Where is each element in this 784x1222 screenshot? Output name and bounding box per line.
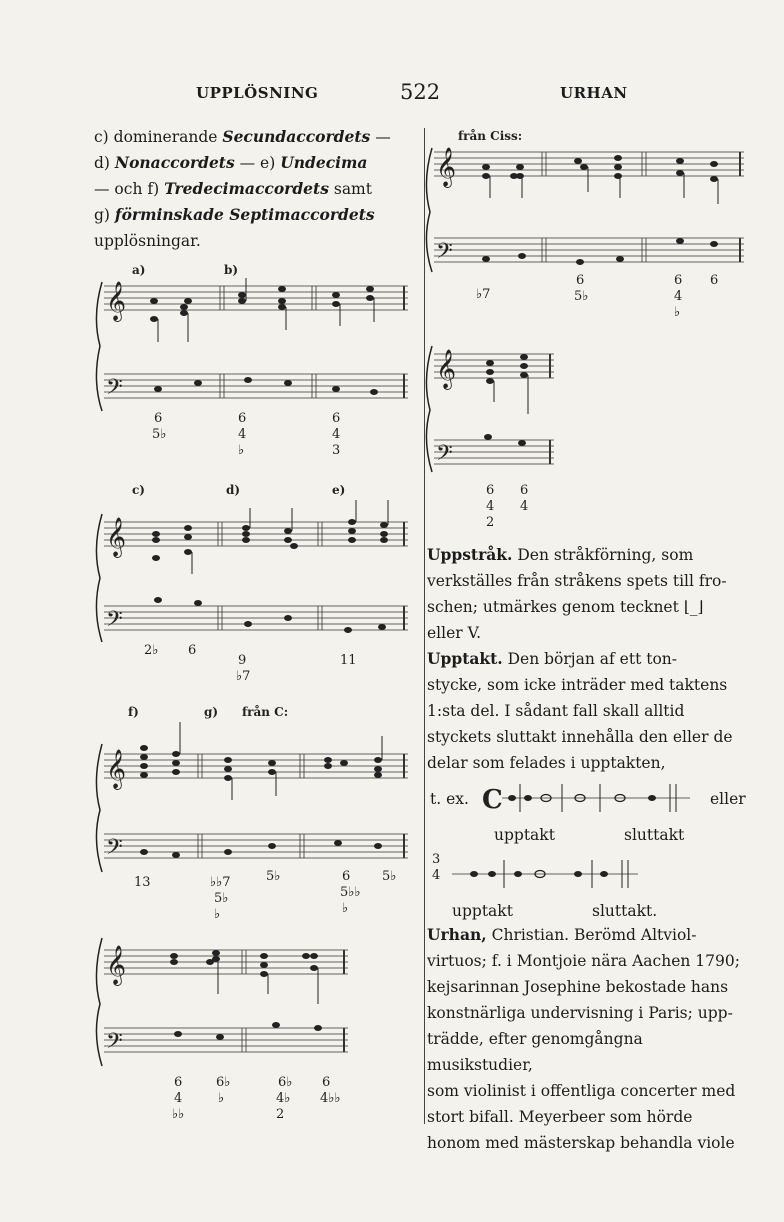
system-brace: [96, 744, 102, 872]
label-upptakt-2: upptakt: [452, 902, 513, 920]
left-line-1: c) dominerande Secundaccordets —: [94, 127, 391, 146]
bass-clef-icon: 𝄢: [106, 607, 123, 637]
entry-uppstrak: Uppstråk. Den stråkförning, som verkställes från stråkens spets till fro- schen; utmärkes genom tecknet ⌊_⌋ eller V.: [427, 545, 727, 642]
svg-text:6: 6: [486, 483, 495, 498]
music-example-g-continued: [92, 924, 418, 1134]
figured-bass-4: [172, 1075, 341, 1122]
example-tex: t. ex.: [430, 790, 469, 808]
treble-clef-icon: 𝄞: [106, 945, 127, 985]
svg-text:♭: ♭: [342, 901, 349, 916]
svg-text:6: 6: [332, 411, 341, 426]
bass-staff: [104, 1028, 348, 1052]
svg-text:5♭♭: 5♭♭: [340, 885, 361, 900]
left-line-5: upplösningar.: [94, 232, 201, 250]
figured-bass-3: [134, 869, 396, 920]
label-sluttakt: sluttakt: [624, 826, 685, 844]
figured-bass-2: [144, 643, 357, 684]
label-sluttakt-2: sluttakt.: [592, 902, 658, 920]
treble-staff: [104, 522, 408, 546]
chord-notes: [486, 354, 528, 384]
svg-text:6♭: 6♭: [216, 1075, 231, 1090]
left-line-4: g) förminskade Septimaccordets: [94, 205, 375, 224]
bass-clef-icon: 𝄢: [436, 441, 453, 471]
svg-text:2♭: 2♭: [144, 643, 159, 658]
bass-notes: [174, 1022, 322, 1040]
bass-clef-icon: 𝄢: [436, 239, 453, 269]
bass-clef-icon: 𝄢: [106, 1029, 123, 1059]
svg-text:4: 4: [238, 427, 247, 442]
bass-staff: [104, 834, 408, 858]
svg-text:♭7: ♭7: [476, 287, 491, 302]
system-brace: [96, 282, 102, 411]
svg-text:6: 6: [188, 643, 197, 658]
label-e: e): [332, 483, 346, 497]
bass-staff: [104, 374, 408, 398]
svg-text:♭: ♭: [218, 1091, 225, 1106]
system-brace: [426, 148, 432, 272]
bass-clef-icon: 𝄢: [106, 375, 123, 405]
entry-upptakt: Upptakt. Den början af ett ton- stycke, som icke inträder med taktens 1:sta del. I sådant fall skall alltid styckets sluttakt innehålla den eller de delar som felades i upptakten,: [427, 649, 733, 772]
svg-text:6: 6: [674, 273, 683, 288]
bass-notes: [154, 597, 386, 633]
svg-text:2: 2: [486, 515, 495, 530]
system-brace: [96, 938, 102, 1066]
rhythm-example-common-time: [480, 776, 700, 820]
svg-text:4: 4: [332, 427, 341, 442]
treble-staff: [104, 754, 408, 778]
music-example-fran-ciss: [424, 122, 764, 334]
svg-text:6: 6: [520, 483, 529, 498]
svg-text:♭: ♭: [214, 907, 221, 920]
label-upptakt: upptakt: [494, 826, 555, 844]
time-signature: 3 4: [432, 852, 441, 883]
svg-text:4: 4: [520, 499, 529, 514]
svg-text:4: 4: [174, 1091, 183, 1106]
svg-text:6: 6: [154, 411, 163, 426]
running-head-right: URHAN: [560, 84, 628, 102]
music-example-fran-ciss-continued: [424, 340, 584, 540]
running-head-left: UPPLÖSNING: [196, 84, 319, 102]
svg-text:5♭: 5♭: [152, 427, 167, 442]
svg-text:4♭: 4♭: [276, 1091, 291, 1106]
treble-staff: [104, 950, 348, 974]
note-stems: [192, 500, 388, 574]
svg-text:4: 4: [674, 289, 683, 304]
figured-bass-1: [152, 411, 340, 458]
figured-bass-r2: [486, 483, 528, 530]
figured-bass-r1: [476, 273, 718, 320]
treble-staff: [434, 152, 744, 176]
entry-term-urhan: Urhan,: [427, 925, 487, 944]
svg-text:♭♭7: ♭♭7: [210, 875, 231, 890]
bass-staff: [434, 238, 744, 262]
label-d: d): [226, 483, 241, 497]
svg-text:6: 6: [710, 273, 719, 288]
svg-text:5♭: 5♭: [214, 891, 229, 906]
treble-clef-icon: 𝄞: [106, 749, 127, 789]
music-example-fg: [92, 700, 418, 920]
label-b: b): [224, 263, 239, 277]
svg-text:6: 6: [322, 1075, 331, 1090]
note-stems: [494, 375, 528, 414]
svg-text:3: 3: [332, 443, 341, 458]
chord-notes: [140, 745, 382, 781]
svg-text:5♭: 5♭: [382, 869, 397, 884]
svg-text:♭: ♭: [674, 305, 681, 320]
svg-text:13: 13: [134, 875, 151, 890]
svg-text:5♭: 5♭: [574, 289, 589, 304]
label-fran-ciss: från Ciss:: [458, 129, 523, 143]
page-number: 522: [400, 80, 441, 104]
system-brace: [426, 346, 432, 472]
label-f: f): [128, 705, 139, 719]
svg-text:6: 6: [238, 411, 247, 426]
bass-staff: [104, 606, 408, 630]
example-eller: eller: [710, 790, 746, 808]
treble-clef-icon: 𝄞: [436, 147, 457, 187]
left-line-2: d) Nonaccordets — e) Undecima: [94, 153, 368, 172]
bass-clef-icon: 𝄢: [106, 835, 123, 865]
left-line-3: — och f) Tredecimaccordets samt: [94, 179, 372, 198]
svg-text:11: 11: [340, 653, 357, 668]
chord-notes: [170, 950, 318, 977]
svg-text:♭: ♭: [238, 443, 245, 458]
treble-clef-icon: 𝄞: [436, 349, 457, 389]
label-c: c): [132, 483, 145, 497]
svg-text:♭7: ♭7: [236, 669, 251, 684]
svg-text:4: 4: [486, 499, 495, 514]
music-example-ab: [92, 256, 418, 466]
system-brace: [96, 514, 102, 642]
common-time-icon: C: [482, 785, 503, 815]
svg-text:6: 6: [342, 869, 351, 884]
treble-staff: [104, 286, 408, 310]
svg-text:6: 6: [576, 273, 585, 288]
svg-text:4♭♭: 4♭♭: [320, 1091, 341, 1106]
label-fran-c: från C:: [242, 705, 289, 719]
svg-text:5♭: 5♭: [266, 869, 281, 884]
treble-clef-icon: 𝄞: [106, 517, 127, 557]
entry-term-upptakt: Upptakt.: [427, 649, 503, 668]
bass-notes: [140, 840, 382, 858]
chord-notes: [482, 155, 718, 182]
entry-term-uppstrak: Uppstråk.: [427, 545, 513, 564]
label-g: g): [204, 705, 219, 719]
bass-notes: [482, 238, 718, 265]
music-example-cde: [92, 478, 418, 698]
svg-text:6: 6: [174, 1075, 183, 1090]
label-a: a): [132, 263, 146, 277]
treble-clef-icon: 𝄞: [106, 281, 127, 321]
svg-text:9: 9: [238, 653, 247, 668]
note-stems: [180, 722, 382, 800]
svg-text:♭♭: ♭♭: [172, 1107, 185, 1122]
entry-urhan: Urhan, Christian. Berömd Altviol- virtuos; f. i Montjoie nära Aachen 1790; kejsarinnan Josephine bekostade hans konstnärliga undervisning i Paris; upp- trädde, efter genomgångna musikstudier, som violinist i offentliga concerter med stort bifall. Meyerbeer som hörde honom med mästerskap behandla viole: [427, 925, 740, 1152]
svg-text:6♭: 6♭: [278, 1075, 293, 1090]
rhythm-example-three-four: [448, 854, 648, 894]
svg-text:2: 2: [276, 1107, 285, 1122]
